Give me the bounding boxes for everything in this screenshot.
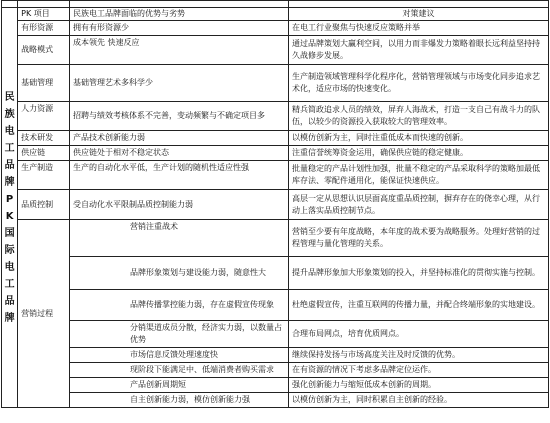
advice-cell: 通过品牌策划大赢利空间，以用力而非爆发力策略着眼长远利益坚持持久战修步发展。 (288, 36, 548, 65)
swot-cell: 营销注重战术 (69, 220, 288, 257)
swot-cell: 现阶段下能满足中、低端消费者购买需求 (69, 363, 288, 378)
marketing-item-cell: 营销过程 (18, 220, 70, 408)
swot-cell: 成本领先 快速反应 (69, 36, 288, 65)
advice-cell: 合理布局网点，培育优质网点。 (288, 321, 548, 348)
item-cell: 人力资源 (18, 102, 70, 131)
table-row (2, 161, 549, 190)
swot-cell: 生产的自动化水平低，生产计划的随机性适应性强 (69, 161, 288, 190)
table-row (2, 378, 549, 393)
table-row (2, 36, 549, 65)
side-label: 民族电工品牌PK国际电工品牌 (2, 8, 18, 408)
item-cell: 生产制造 (18, 161, 70, 190)
header-pk-item: PK 项目 (18, 8, 70, 21)
table-row (2, 21, 549, 36)
swot-cell: 供应链处于相对不稳定状态 (69, 146, 288, 161)
advice-cell: 高层一定从思想认识层面高度重品质控制，摒弃存在的侥幸心理，从行动上落实品质控制节点。 (288, 190, 548, 220)
table-row (2, 393, 549, 408)
advice-cell: 在电工行业聚焦与快速反应策略并举 (288, 21, 548, 36)
table-row (2, 146, 549, 161)
comparison-table (1, 0, 549, 408)
table-row (2, 348, 549, 363)
item-cell: 品质控制 (18, 190, 70, 220)
table-row (2, 220, 549, 257)
advice-cell: 强化创新能力与缩短低成本创新的周期。 (288, 378, 548, 393)
table-row (2, 190, 549, 220)
swot-cell: 分销渠道成员分散，经济实力弱，以数量占优势 (69, 321, 288, 348)
swot-cell: 自主创新能力弱，模仿创新能力强 (69, 393, 288, 408)
table-row (2, 321, 549, 348)
item-cell: 供应链 (18, 146, 70, 161)
table-row (2, 102, 549, 131)
advice-cell: 批量稳定的产品计划性加强，批量不稳定的产品采取科学的策略加最低库存法、零配件通用化，能保证快速供应。 (288, 161, 548, 190)
table-row (2, 65, 549, 102)
advice-cell: 注重信誉统筹资金运用，确保供应链的稳定健康。 (288, 146, 548, 161)
item-cell: 有形资源 (18, 21, 70, 36)
advice-cell: 营销至少要有年度战略，本年度的战术要为战略服务。处理好营销的过程管理与量化管理的关系。 (288, 220, 548, 257)
table-top-row (2, 1, 549, 8)
advice-cell: 精兵简政追求人员的绩效，屏弃人海战术，打造一支自己有战斗力的队伍，以较少的资源投入获取较大的管理效率。 (288, 102, 548, 131)
header-advice: 对策建议 (288, 8, 548, 21)
table-row (2, 131, 549, 146)
swot-cell: 受自动化水平限制品质控制能力弱 (69, 190, 288, 220)
swot-cell: 市场信息反馈处理速度快 (69, 348, 288, 363)
item-cell: 基础管理 (18, 65, 70, 102)
swot-cell: 基础管理艺术多科学少 (69, 65, 288, 102)
table-row (2, 257, 549, 290)
swot-cell: 产品创新周期短 (69, 378, 288, 393)
advice-cell: 以模仿创新为主，同时注重低成本而快速的创新。 (288, 131, 548, 146)
swot-cell: 品牌形象策划与建设能力弱，随意性大 (69, 257, 288, 290)
table-row (2, 363, 549, 378)
swot-cell: 拥有有形资源少 (69, 21, 288, 36)
item-cell: 战略模式 (18, 36, 70, 65)
swot-cell: 产品技术创新能力弱 (69, 131, 288, 146)
advice-cell: 提升品牌形象加大形象策划的投入，并坚持标准化的贯彻实施与控制。 (288, 257, 548, 290)
item-cell: 技术研发 (18, 131, 70, 146)
advice-cell: 继续保持发扬与市场高度关注及时反馈的优势。 (288, 348, 548, 363)
advice-cell: 以模仿创新为主，同时积累自主创新的经验。 (288, 393, 548, 408)
swot-cell: 招聘与绩效考核体系不完善，变动频繁与不确定项目多 (69, 102, 288, 131)
advice-cell: 生产制造领域管理科学化程序化，营销管理领域与市场变化同步追求艺术化，适应市场的快速变化。 (288, 65, 548, 102)
swot-cell: 品牌传播掌控能力弱，存在虚假宣传现象 (69, 290, 288, 321)
advice-cell: 在有资源的情况下考虑多品牌定位运作。 (288, 363, 548, 378)
advice-cell: 杜绝虚假宣传，注重互联网的传播力量，并配合终端形象的实地建设。 (288, 290, 548, 321)
header-row (2, 8, 549, 21)
table-row (2, 290, 549, 321)
header-strengths-weaknesses: 民族电工品牌面临的优势与劣势 (69, 8, 288, 21)
